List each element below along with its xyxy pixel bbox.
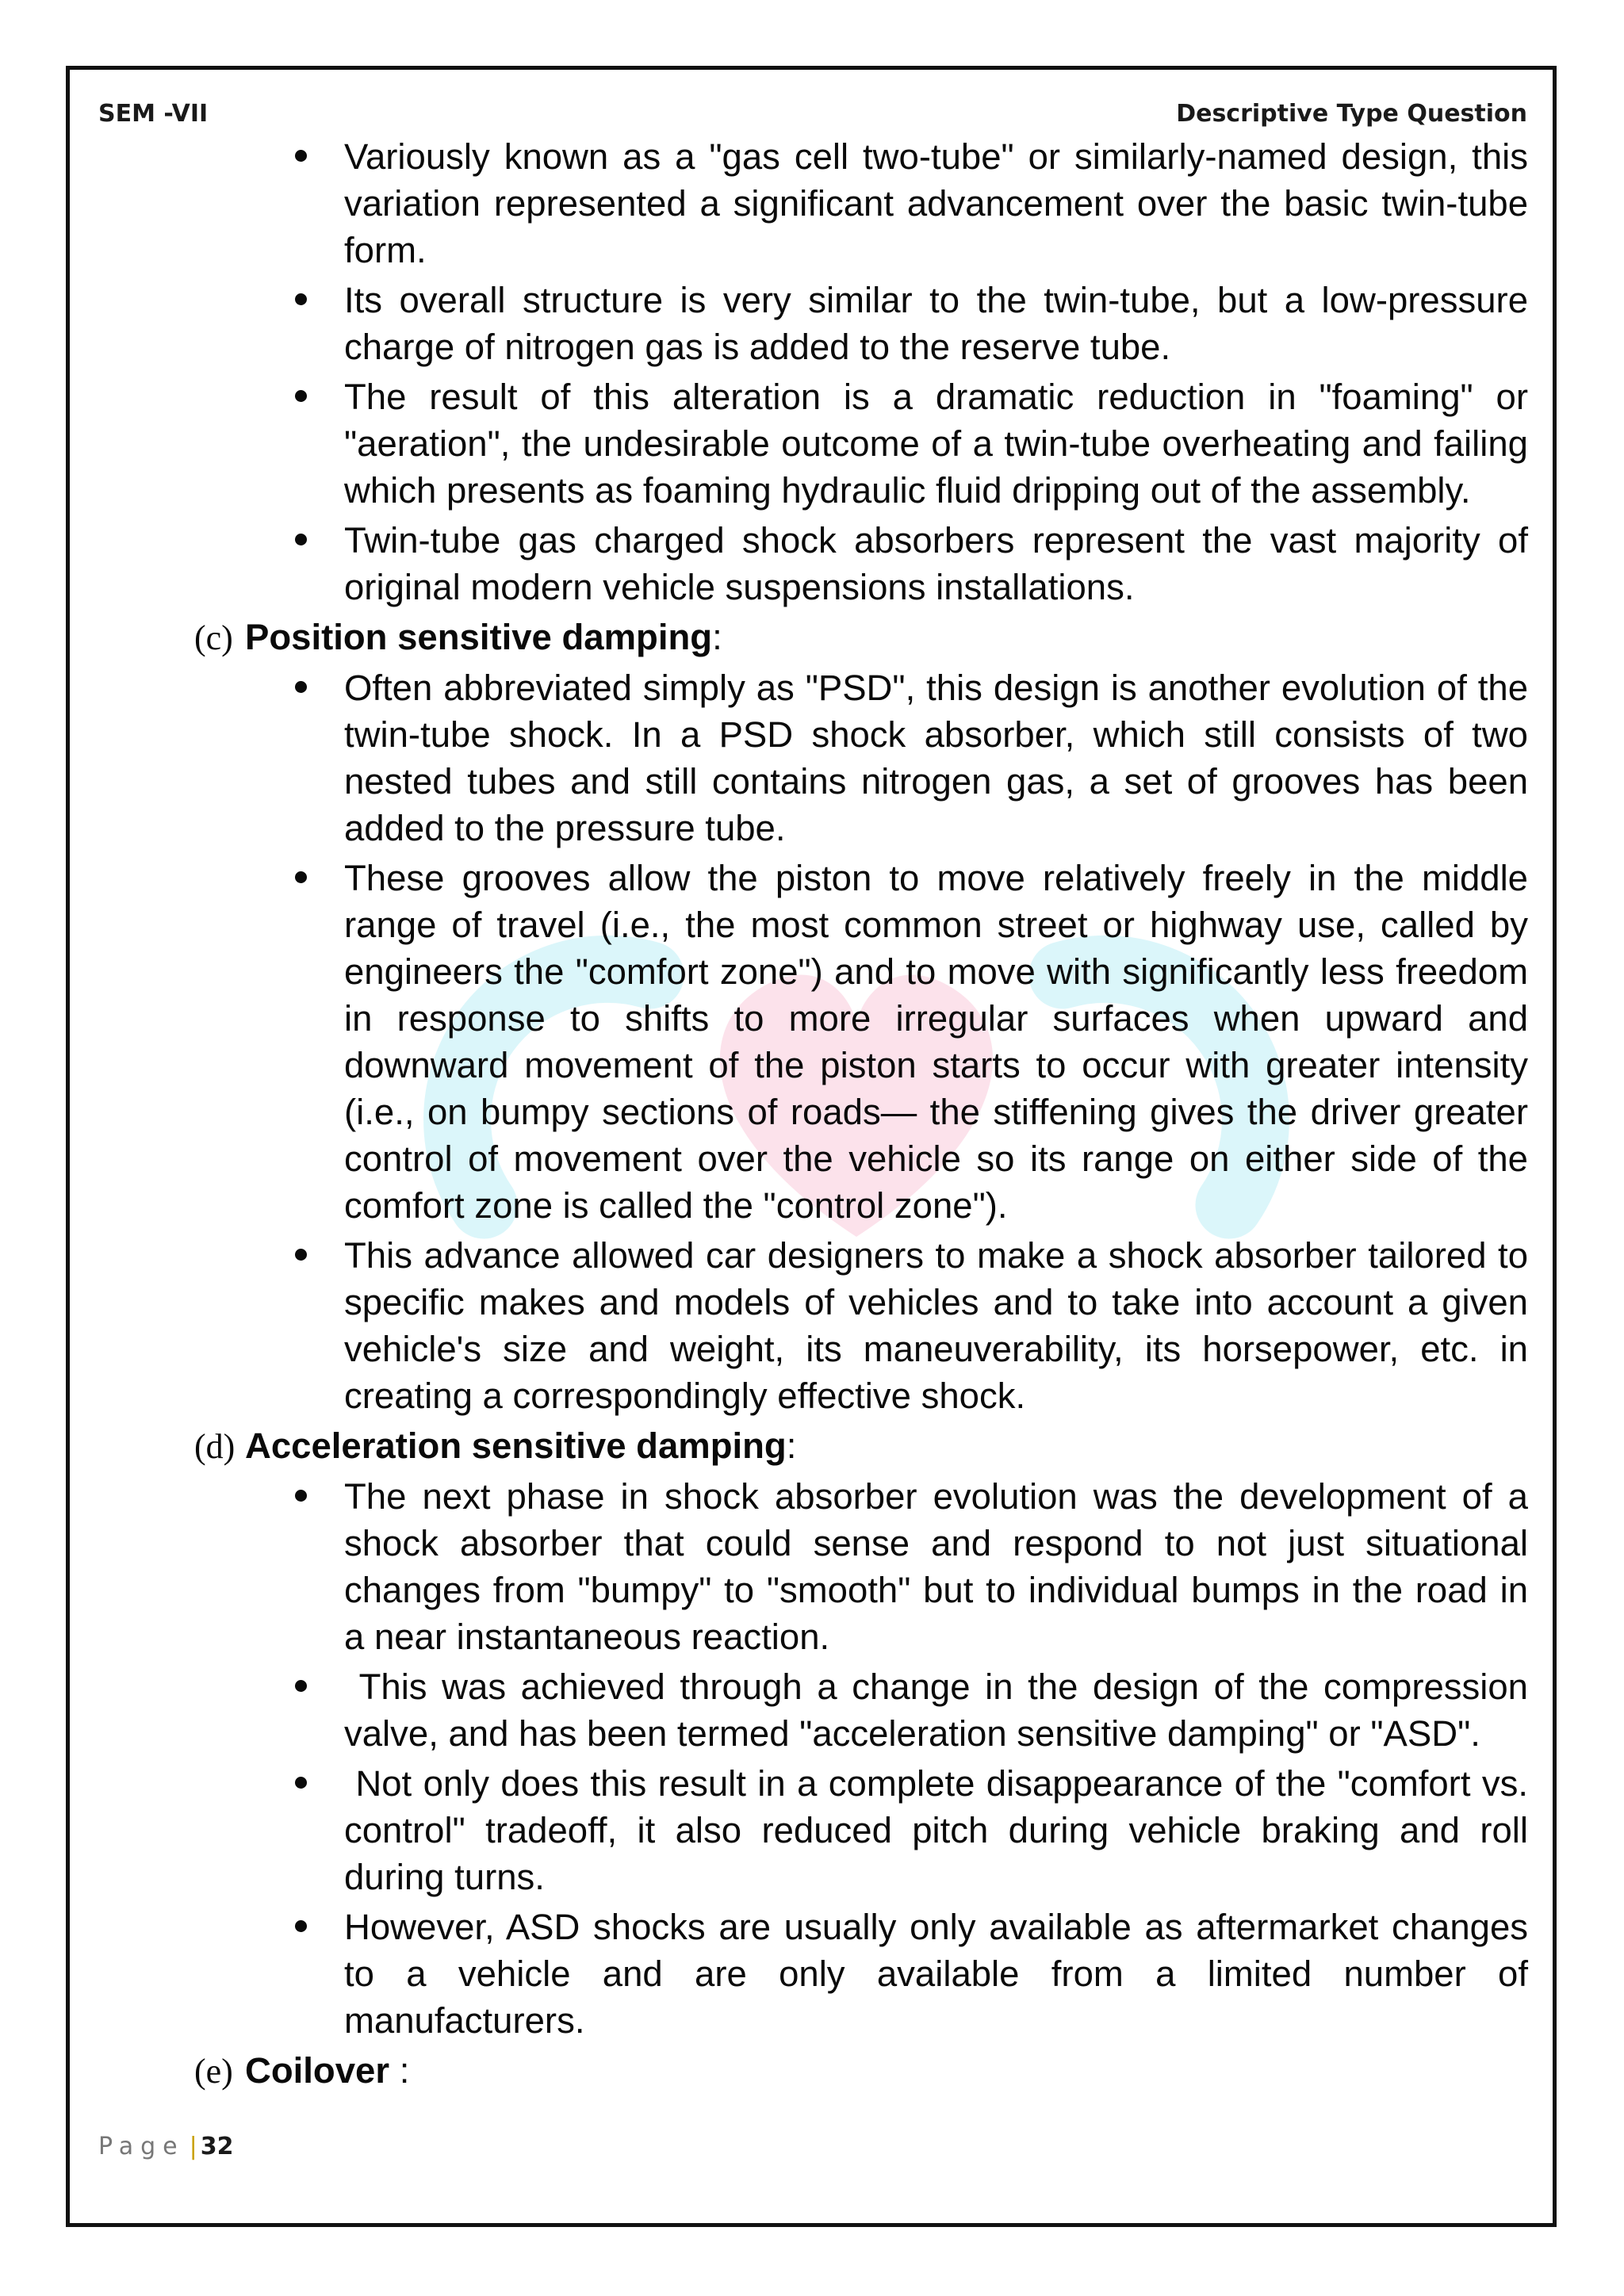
document-body: [194, 133, 1528, 2098]
page-number: 32: [200, 2133, 234, 2160]
list-item: [344, 1663, 1528, 1757]
bullet-text: Not only does this result in a complete disappearance of the "comfort vs. control" tradeoff, it also reduced pitch during vehicle braking and roll during turns.: [344, 1763, 1528, 1897]
bullet-text: The result of this alteration is a dramatic reduction in "foaming" or "aeration", the undesirable outcome of a twin-tube overheating and failing which presents as foaming hydraulic fluid dripping out of the assembly.: [344, 377, 1528, 511]
section-title-suffix: :: [712, 617, 722, 657]
bullet-icon: [295, 1680, 307, 1692]
page-footer: [98, 2131, 234, 2163]
bullet-text: Often abbreviated simply as "PSD", this design is another evolution of the twin-tube shock. In a PSD shock absorber, which still consists of two nested tubes and still contains nitrogen gas, a set of grooves has been added to the pressure tube.: [344, 668, 1528, 848]
bullet-icon: [295, 390, 307, 402]
list-item: [344, 1473, 1528, 1660]
header-document-type: Descriptive Type Question: [1176, 100, 1527, 128]
bullet-text: These grooves allow the piston to move relatively freely in the middle range of travel (i.e., the most common street or highway use, called by engineers the "comfort zone") and to move with significantly less freedom in response to shifts to more irregular surfaces when upward and downward movement of the piston starts to occur with greater intensity (i.e., on bumpy sections of roads— the stiffening gives the driver greater control of movement over the vehicle so its range on either side of the comfort zone is called the "control zone").: [344, 858, 1528, 1226]
section-heading-d: [194, 1422, 1528, 1470]
bullet-icon: [295, 150, 307, 162]
section-title-suffix: :: [786, 1425, 797, 1466]
list-item: [344, 277, 1528, 370]
bullet-icon: [295, 871, 307, 883]
section-marker: (c): [194, 618, 233, 657]
header-semester: SEM -VII: [98, 100, 209, 128]
footer-separator: |: [189, 2133, 197, 2160]
section-title: Acceleration sensitive damping: [245, 1425, 787, 1466]
bullet-icon: [295, 293, 307, 305]
bullet-icon: [295, 681, 307, 693]
list-item: [344, 855, 1528, 1229]
bullet-text: Variously known as a "gas cell two-tube" or similarly-named design, this variation represented a significant advancement over the basic twin-tube form.: [344, 136, 1528, 270]
bullet-icon: [295, 1920, 307, 1932]
bullet-icon: [295, 534, 307, 545]
section-marker: (e): [194, 2052, 233, 2091]
bullet-text: Twin-tube gas charged shock absorbers represent the vast majority of original modern vehicle suspensions installations.: [344, 520, 1528, 607]
footer-page-label: Page: [98, 2133, 185, 2160]
list-item: [344, 373, 1528, 514]
list-item: [344, 517, 1528, 610]
bullet-text: Its overall structure is very similar to the twin-tube, but a low-pressure charge of nitrogen gas is added to the reserve tube.: [344, 280, 1528, 367]
bullet-text: This advance allowed car designers to make a shock absorber tailored to specific makes and models of vehicles and to take into account a given vehicle's size and weight, its maneuverability, its horsepower, etc. in creating a correspondingly effective shock.: [344, 1235, 1528, 1416]
list-item: [344, 1232, 1528, 1419]
bullet-icon: [295, 1490, 307, 1502]
section-marker: (d): [194, 1427, 236, 1466]
bullet-text: However, ASD shocks are usually only available as aftermarket changes to a vehicle and are only available from a limited number of manufacturers.: [344, 1907, 1528, 2041]
list-item: [344, 1760, 1528, 1900]
list-item: [344, 1904, 1528, 2044]
section-title: Position sensitive damping: [245, 617, 713, 657]
intro-bullet-list: [194, 133, 1528, 610]
section-heading-c: [194, 614, 1528, 661]
list-item: [344, 664, 1528, 851]
section-d-bullet-list: [194, 1473, 1528, 2044]
section-title-suffix: :: [389, 2050, 410, 2091]
section-heading-e: [194, 2047, 1528, 2095]
bullet-text: The next phase in shock absorber evolution was the development of a shock absorber that could sense and respond to not just situational changes from "bumpy" to "smooth" but to individual bumps in the road in a near instantaneous reaction.: [344, 1476, 1528, 1657]
bullet-icon: [295, 1249, 307, 1261]
bullet-icon: [295, 1777, 307, 1789]
list-item: [344, 133, 1528, 274]
section-c-bullet-list: [194, 664, 1528, 1419]
section-title: Coilover: [245, 2050, 390, 2091]
bullet-text: This was achieved through a change in the design of the compression valve, and has been termed "acceleration sensitive damping" or "ASD".: [344, 1667, 1528, 1754]
